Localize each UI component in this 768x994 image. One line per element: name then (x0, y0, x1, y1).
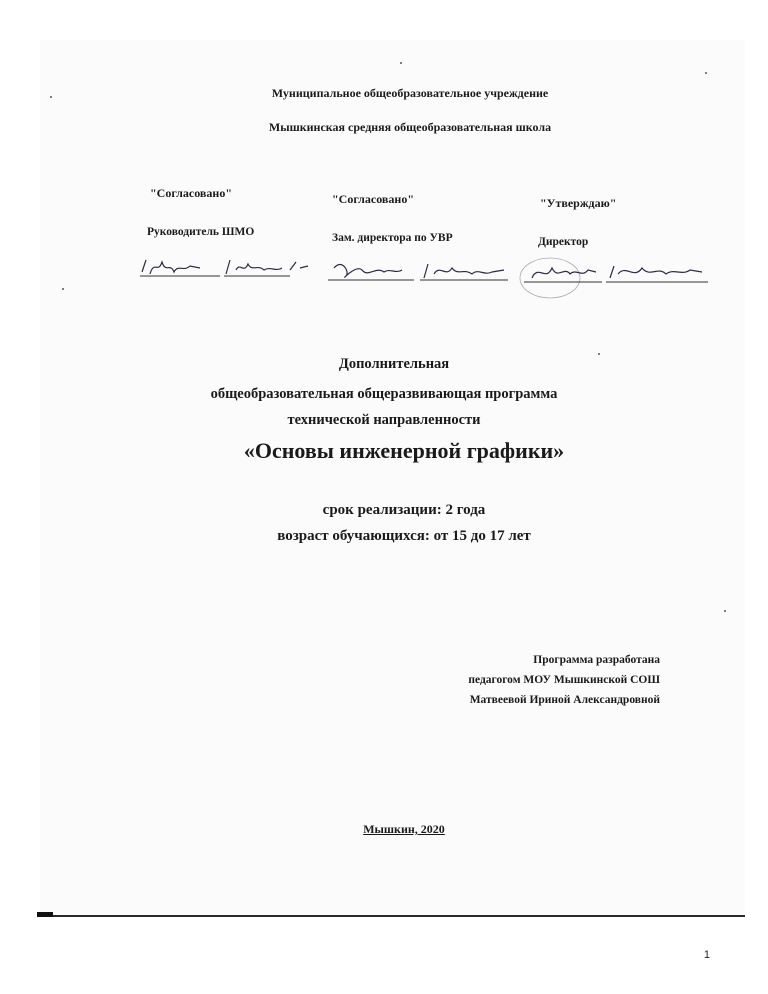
signature-scribble-3 (518, 256, 718, 300)
signature-2 (328, 256, 518, 286)
student-age: возраст обучающихся: от 15 до 17 лет (277, 528, 531, 544)
author-line-1: Программа разработана (533, 654, 660, 666)
approval-label-3: "Утверждаю" (540, 196, 617, 210)
scan-speck (400, 62, 402, 64)
signature-3 (518, 256, 718, 300)
scan-speck (62, 288, 64, 290)
signature-scribble-2 (328, 256, 518, 286)
author-line-3: Матвеевой Ириной Александровной (469, 694, 660, 706)
signature-1 (140, 252, 320, 282)
page-number: 1 (703, 949, 710, 961)
scan-speck (705, 72, 707, 74)
approval-role-1: Руководитель ШМО (147, 226, 255, 238)
scan-edge-line (40, 915, 745, 917)
signature-scribble-1 (140, 252, 320, 282)
scan-edge-mark (37, 912, 53, 917)
school-heading: Мышкинская средняя общеобразовательная школа (268, 120, 552, 134)
program-title: «Основы инженерной графики» (243, 438, 565, 463)
program-duration: срок реализации: 2 года (322, 502, 486, 518)
approval-role-2: Зам. директора по УВР (332, 232, 453, 244)
scan-speck (598, 353, 600, 355)
city-year: Мышкин, 2020 (363, 822, 445, 836)
program-line-2: общеобразовательная общеразвивающая программа (210, 386, 558, 402)
institution-heading: Муниципальное общеобразовательное учреждение (271, 86, 549, 100)
program-line-1: Дополнительная (338, 356, 450, 372)
approval-role-3: Директор (538, 236, 589, 248)
author-line-2: педагогом МОУ Мышкинской СОШ (468, 674, 660, 686)
approval-label-2: "Согласовано" (332, 192, 414, 206)
approval-label-1: "Согласовано" (150, 186, 232, 200)
scan-speck (724, 610, 726, 612)
program-line-3: технической направленности (287, 412, 481, 428)
scanned-page (40, 40, 745, 915)
